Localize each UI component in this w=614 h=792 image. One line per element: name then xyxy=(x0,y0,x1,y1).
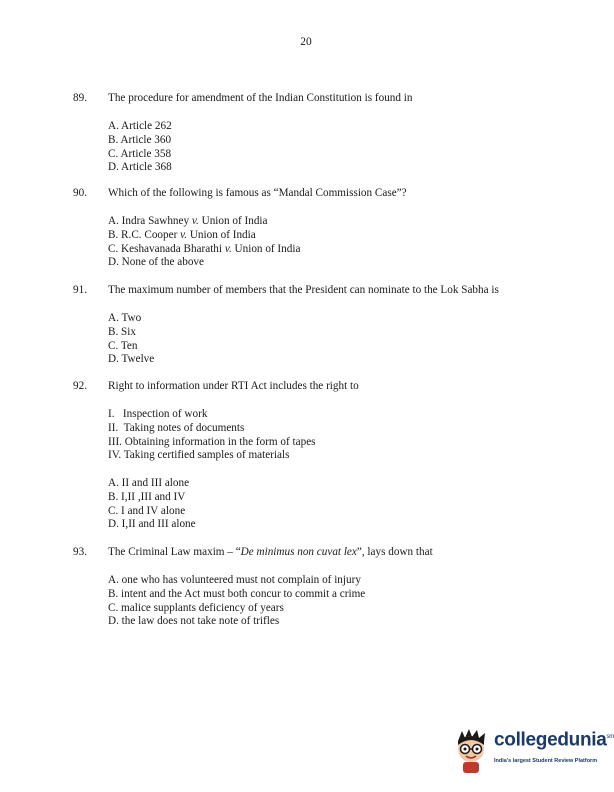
question-stem: The Criminal Law maxim – “De minimus non cuvat lex”, lays down that xyxy=(108,546,433,558)
option: A. II and III alone xyxy=(108,477,190,489)
options-list xyxy=(108,574,365,629)
option: C. Ten xyxy=(108,339,138,352)
option: B. Article 360 xyxy=(108,133,172,146)
options-list xyxy=(108,215,300,270)
option: C. Article 358 xyxy=(108,147,172,160)
options-list xyxy=(108,477,196,532)
question-stem: The maximum number of members that the President can nominate to the Lok Sabha is xyxy=(108,284,499,296)
brand-name: collegedunia$^{sm}$ xyxy=(494,729,614,751)
option: C. Keshavanada Bharathi v. Union of India xyxy=(108,242,301,255)
option: C. I and IV alone xyxy=(108,504,186,517)
question-stem: Which of the following is famous as “Mandal Commission Case”? xyxy=(108,187,407,199)
statement: III. Obtaining information in the form of tapes xyxy=(108,435,316,448)
statement: IV. Taking certified samples of materials xyxy=(108,449,290,462)
option: B. intent and the Act must both concur to commit a crime xyxy=(108,587,366,600)
option: D. Article 368 xyxy=(108,161,172,174)
option: D. I,II and III alone xyxy=(108,518,196,531)
statement: II. Taking notes of documents xyxy=(108,421,245,434)
question-stem: Right to information under RTI Act includes the right to xyxy=(108,380,359,392)
options-list xyxy=(108,120,172,175)
options-list xyxy=(108,312,154,367)
statement: I. Inspection of work xyxy=(108,408,208,420)
option: A. Indra Sawhney v. Union of India xyxy=(108,215,268,227)
option: B. I,II ,III and IV xyxy=(108,490,186,503)
option: B. R.C. Cooper v. Union of India xyxy=(108,228,256,241)
question-number: 89. xyxy=(73,92,87,104)
collegedunia-logo xyxy=(452,727,614,777)
option: A. one who has volunteered must not complain of injury xyxy=(108,574,361,586)
page-number: 20 xyxy=(300,36,312,48)
question-number: 92. xyxy=(73,380,87,392)
question-number: 93. xyxy=(73,546,87,558)
option: D. Twelve xyxy=(108,353,155,366)
option: D. the law does not take note of trifles xyxy=(108,615,280,628)
question-number: 91. xyxy=(73,284,87,296)
mascot-icon xyxy=(452,727,492,775)
option: B. Six xyxy=(108,325,136,338)
option: A. Two xyxy=(108,312,142,324)
question-stem: The procedure for amendment of the Indian Constitution is found in xyxy=(108,92,413,104)
brand-tagline: India's largest Student Review Platform xyxy=(494,758,598,764)
option: D. None of the above xyxy=(108,256,204,269)
question-number: 90. xyxy=(73,187,87,199)
option: C. malice supplants deficiency of years xyxy=(108,601,284,614)
statements-list xyxy=(108,408,316,463)
option: A. Article 262 xyxy=(108,120,172,132)
